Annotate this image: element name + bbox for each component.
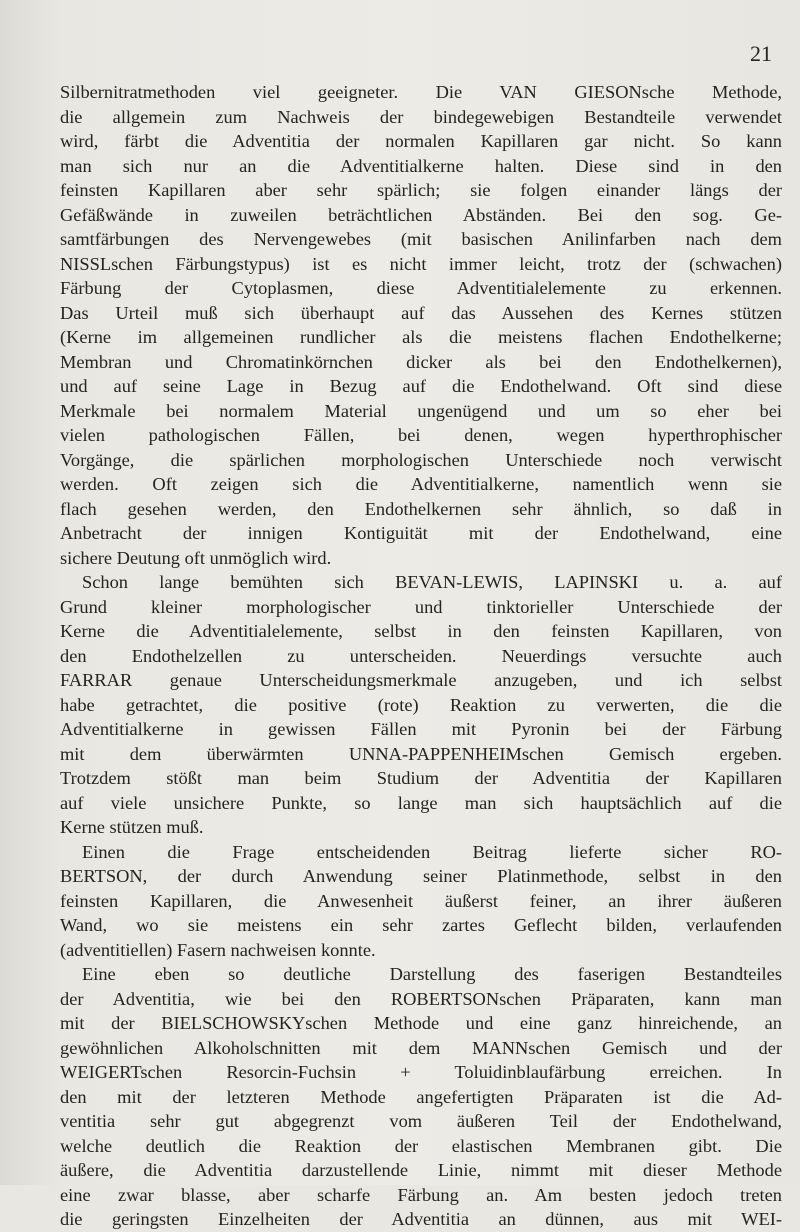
text-line: ventitia sehr gut abgegrenzt vom äußeren Teil der Endothelwand, (60, 1111, 782, 1131)
text-line: Einen die Frage entscheidenden Beitrag lieferte sicher RO- (82, 841, 782, 862)
text-line: Kerne die Adventitialelemente, selbst in den feinsten Kapillaren, von (60, 621, 782, 641)
text-line: der Adventitia, wie bei den ROBERTSONschen Präparaten, kann man (60, 988, 782, 1009)
text-line: die geringsten Einzelheiten der Adventitia an dünnen, aus mit WEI- (60, 1209, 782, 1229)
text-line: Das Urteil muß sich überhaupt auf das Aussehen des Kernes stützen (60, 302, 782, 323)
text-line: den mit der letzteren Methode angefertigten Präparaten ist die Ad- (60, 1086, 782, 1107)
text-line: flach gesehen werden, den Endothelkernen sehr ähnlich, so daß in (60, 498, 782, 519)
text-line: NISSLschen Färbungstypus) ist es nicht immer leicht, trotz der (schwachen) (60, 253, 782, 274)
text-line: Färbung der Cytoplasmen, diese Adventitialelemente zu erkennen. (60, 278, 782, 298)
text-line: feinsten Kapillaren, die Anwesenheit äußerst feiner, an ihrer äußeren (60, 890, 782, 911)
text-line: habe getrachtet, die positive (rote) Reaktion zu verwerten, die die (60, 694, 782, 715)
text-line: eine zwar blasse, aber scharfe Färbung an. Am besten jedoch treten (60, 1184, 782, 1205)
text-line: welche deutlich die Reaktion der elastischen Membranen gibt. Die (60, 1135, 782, 1156)
text-line: Kerne stützen muß. (60, 817, 204, 837)
text-line: mit dem überwärmten UNNA-PAPPENHEIMschen Gemisch ergeben. (60, 743, 782, 764)
text-line: äußere, die Adventitia darzustellende Linie, nimmt mit dieser Methode (60, 1160, 782, 1180)
paragraph-3 (60, 840, 782, 963)
text-line: samtfärbungen des Nervengewebes (mit basischen Anilinfarben nach dem (60, 229, 782, 249)
text-line: vielen pathologischen Fällen, bei denen, wegen hyperthrophischer (60, 425, 782, 445)
text-line: WEIGERTschen Resorcin-Fuchsin + Toluidinblaufärbung erreichen. In (60, 1062, 782, 1082)
text-line: den Endothelzellen zu unterscheiden. Neuerdings versuchte auch (60, 645, 782, 666)
text-line: Wand, wo sie meistens ein sehr zartes Geflecht bilden, verlaufenden (60, 915, 782, 935)
text-line: Vorgänge, die spärlichen morphologischen Unterschiede noch verwischt (60, 449, 782, 470)
text-line: Grund kleiner morphologischer und tinktorieller Unterschiede der (60, 596, 782, 617)
text-line: die allgemein zum Nachweis der bindegewebigen Bestandteile verwendet (60, 106, 782, 127)
text-line: wird, färbt die Adventitia der normalen Kapillaren gar nicht. So kann (60, 131, 782, 151)
text-line: und auf seine Lage in Bezug auf die Endothelwand. Oft sind diese (60, 376, 782, 396)
text-line: FARRAR genaue Unterscheidungsmerkmale anzugeben, und ich selbst (60, 670, 782, 690)
text-line: Silbernitratmethoden viel geeigneter. Die VAN GIESONsche Methode, (60, 82, 782, 102)
text-line: (Kerne im allgemeinen rundlicher als die meistens flachen Endothelkerne; (60, 327, 782, 347)
text-line: werden. Oft zeigen sich die Adventitialkerne, namentlich wenn sie (60, 474, 782, 494)
body-text (60, 80, 782, 1232)
text-line: Membran und Chromatinkörnchen dicker als bei den Endothelkernen), (60, 351, 782, 372)
paragraph-4 (60, 962, 782, 1232)
text-line: Merkmale bei normalem Material ungenügend und um so eher bei (60, 400, 782, 421)
text-line: Gefäßwände in zuweilen beträchtlichen Abständen. Bei den sog. Ge- (60, 204, 782, 225)
text-line: gewöhnlichen Alkoholschnitten mit dem MANNschen Gemisch und der (60, 1037, 782, 1058)
text-line: BERTSON, der durch Anwendung seiner Platinmethode, selbst in den (60, 866, 782, 886)
text-line: mit der BIELSCHOWSKYschen Methode und eine ganz hinreichende, an (60, 1013, 782, 1033)
text-line: sichere Deutung oft unmöglich wird. (60, 547, 332, 568)
text-line: Eine eben so deutliche Darstellung des faserigen Bestandteiles (82, 964, 782, 984)
text-line: man sich nur an die Adventitialkerne halten. Diese sind in den (60, 155, 782, 176)
paragraph-1 (60, 80, 782, 570)
text-line: Trotzdem stößt man beim Studium der Adventitia der Kapillaren (60, 768, 782, 788)
text-line: Anbetracht der innigen Kontiguität mit der Endothelwand, eine (60, 523, 782, 543)
text-line: auf viele unsichere Punkte, so lange man sich hauptsächlich auf die (60, 792, 782, 813)
text-line: Schon lange bemühten sich BEVAN-LEWIS, LAPINSKI u. a. auf (82, 572, 782, 592)
page-number: 21 (750, 41, 772, 66)
text-line: feinsten Kapillaren aber sehr spärlich; sie folgen einander längs der (60, 180, 782, 200)
paragraph-2 (60, 570, 782, 840)
text-line: Adventitialkerne in gewissen Fällen mit Pyronin bei der Färbung (60, 719, 782, 739)
text-line: (adventitiellen) Fasern nachweisen konnte. (60, 939, 376, 960)
